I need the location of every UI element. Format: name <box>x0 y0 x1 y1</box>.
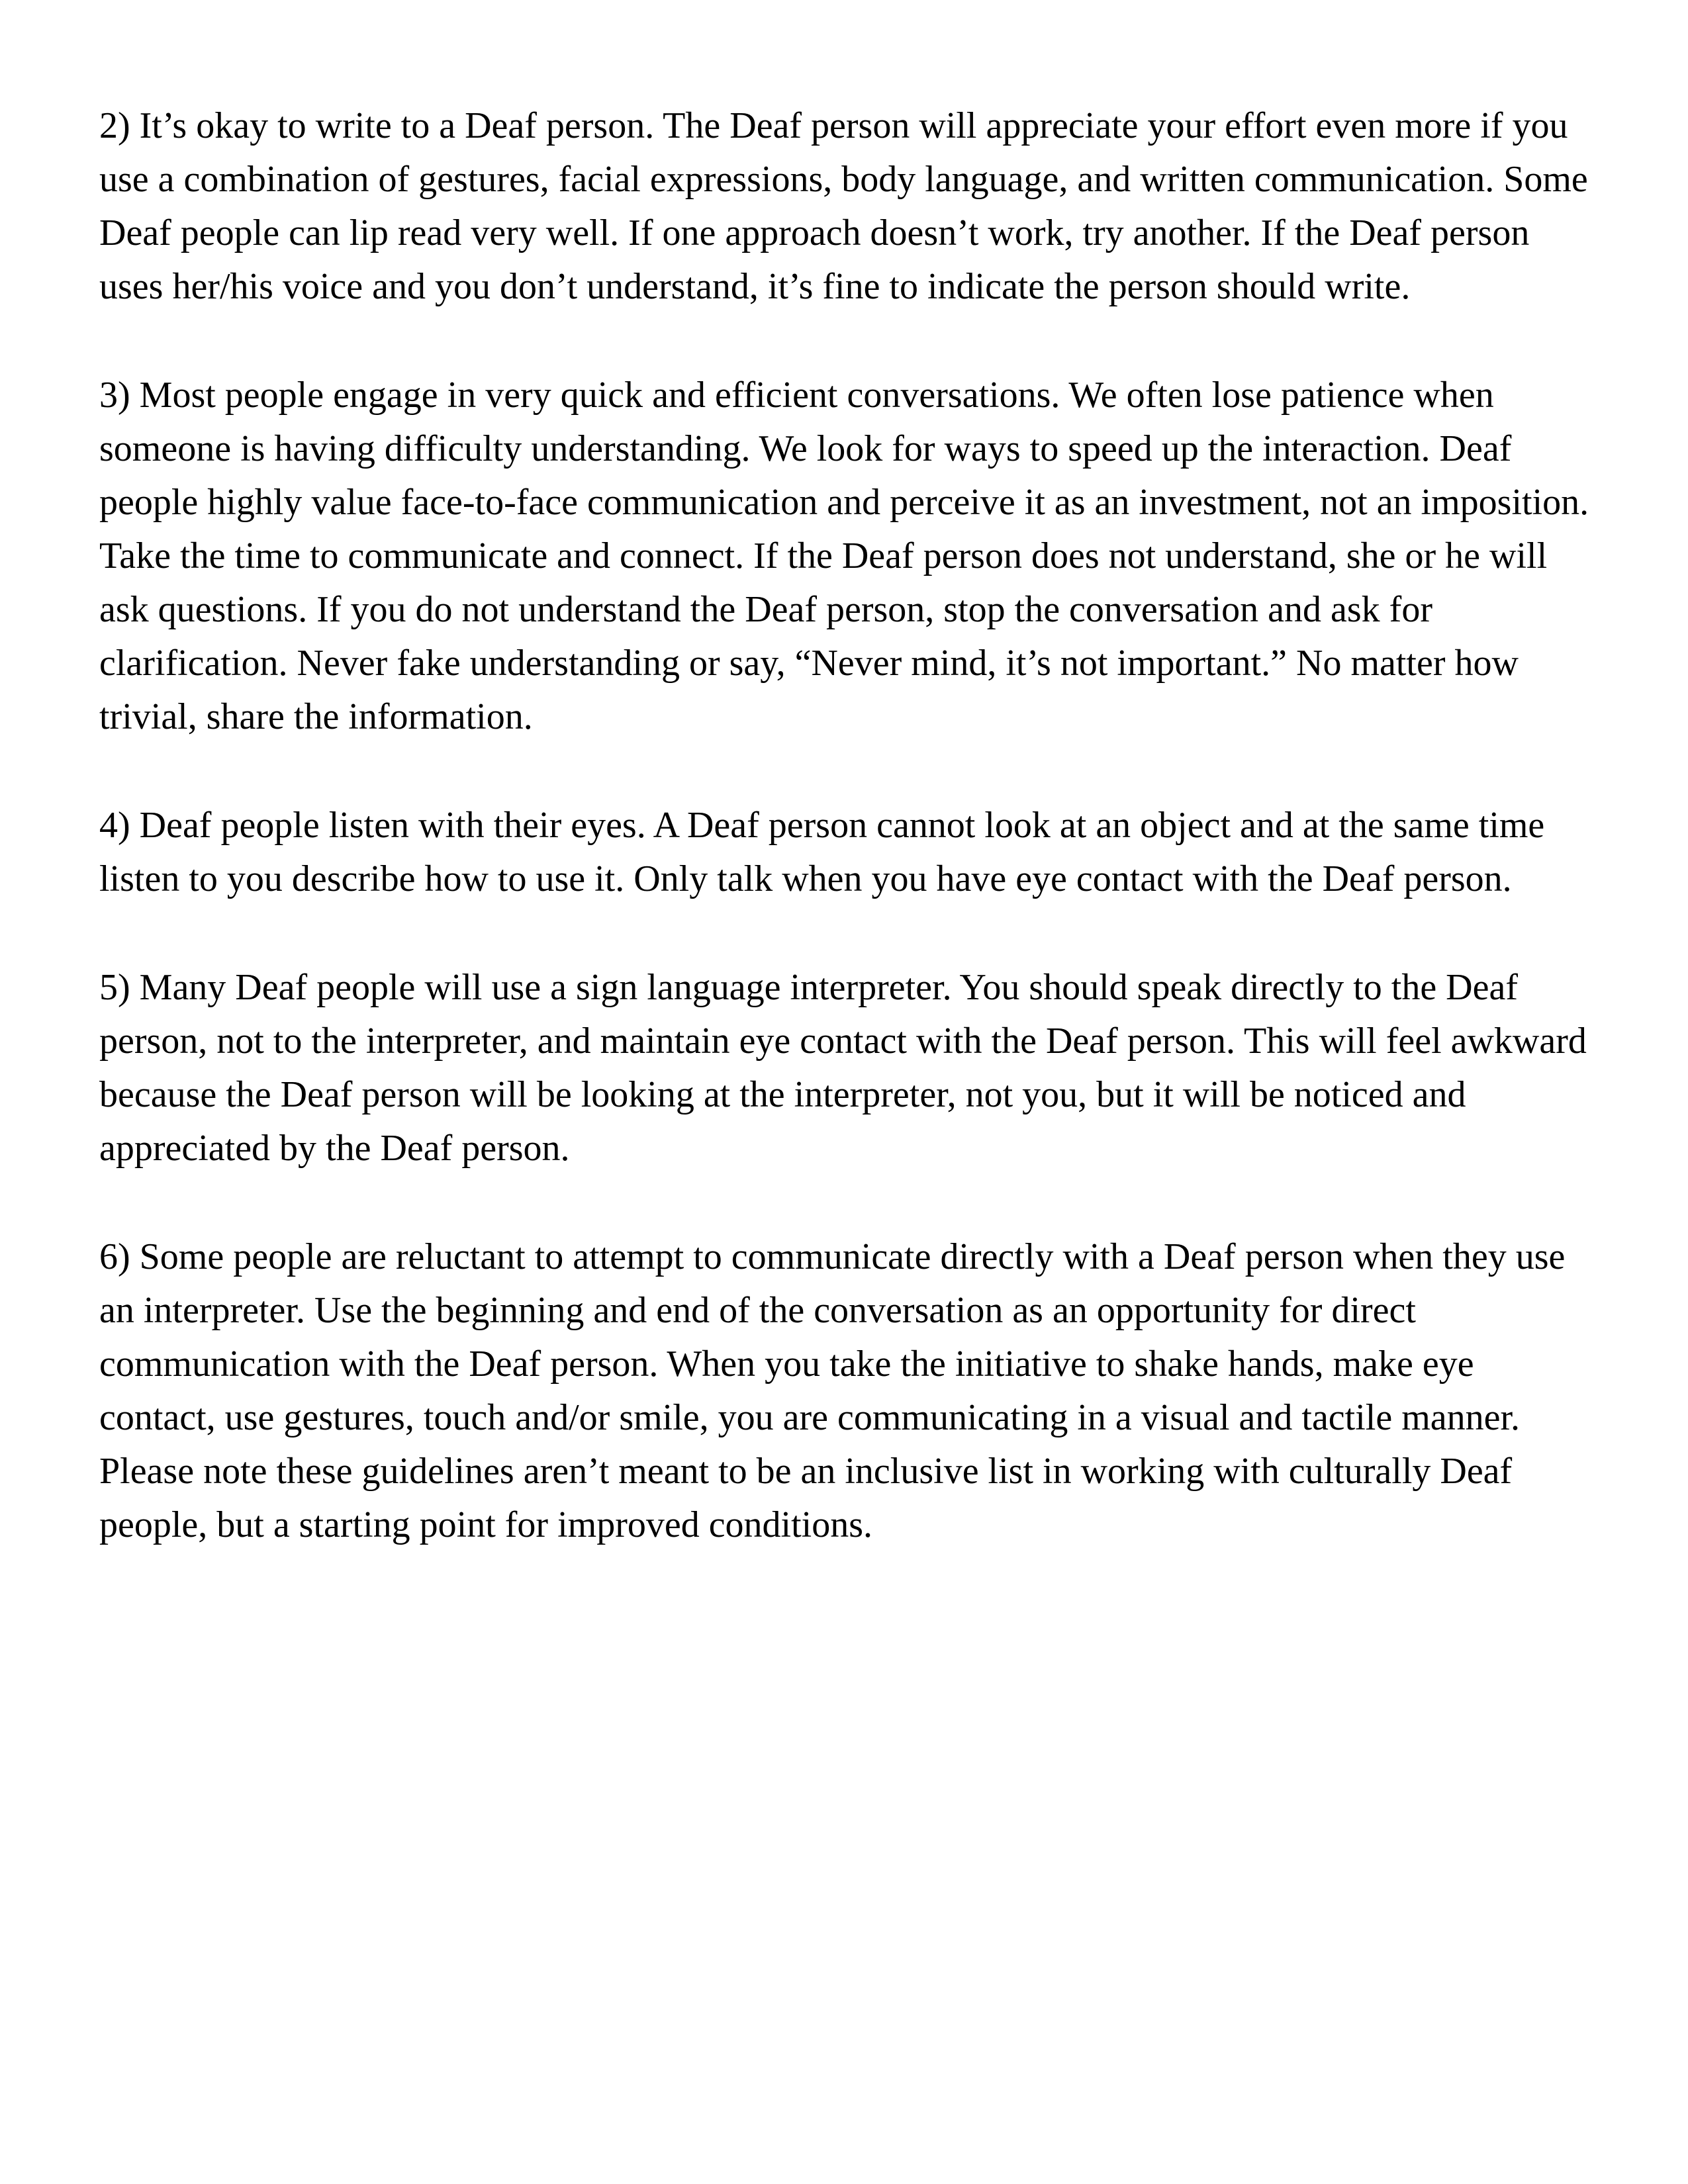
paragraph-guideline-3: 3) Most people engage in very quick and efficient conversations. We often lose patience when someone is having difficulty understanding. We look for ways to speed up the interaction. Deaf people highly value face-to-face communication and perceive it as an investment, not an imposition. Take the time to communicate and connect. If the Deaf person does not understand, she or he will ask questions. If you do not understand the Deaf person, stop the conversation and ask for clarification. Never fake understanding or say, “Never mind, it’s not important.” No matter how trivial, share the information. <box>99 375 1589 737</box>
paragraph-guideline-4: 4) Deaf people listen with their eyes. A Deaf person cannot look at an object and at the same time listen to you describe how to use it. Only talk when you have eye contact with the Deaf person. <box>99 805 1545 899</box>
paragraph-guideline-2: 2) It’s okay to write to a Deaf person. The Deaf person will appreciate your effort even more if you use a combination of gestures, facial expressions, body language, and written communication. Some Deaf people can lip read very well. If one approach doesn’t work, try another. If the Deaf person uses her/his voice and you don’t understand, it’s fine to indicate the person should write. <box>99 105 1588 307</box>
paragraph-guideline-5: 5) Many Deaf people will use a sign language interpreter. You should speak directly to the Deaf person, not to the interpreter, and maintain eye contact with the Deaf person. This will feel awkward because the Deaf person will be looking at the interpreter, not you, but it will be noticed and appreciated by the Deaf person. <box>99 967 1587 1169</box>
document-body <box>99 99 1595 1607</box>
paragraph-guideline-6: 6) Some people are reluctant to attempt to communicate directly with a Deaf person when they use an interpreter. Use the beginning and end of the conversation as an opportunity for direct communication with the Deaf person. When you take the initiative to shake hands, make eye contact, use gestures, touch and/or smile, you are communicating in a visual and tactile manner. Please note these guidelines aren’t meant to be an inclusive list in working with culturally Deaf people, but a starting point for improved conditions. <box>99 1236 1566 1545</box>
